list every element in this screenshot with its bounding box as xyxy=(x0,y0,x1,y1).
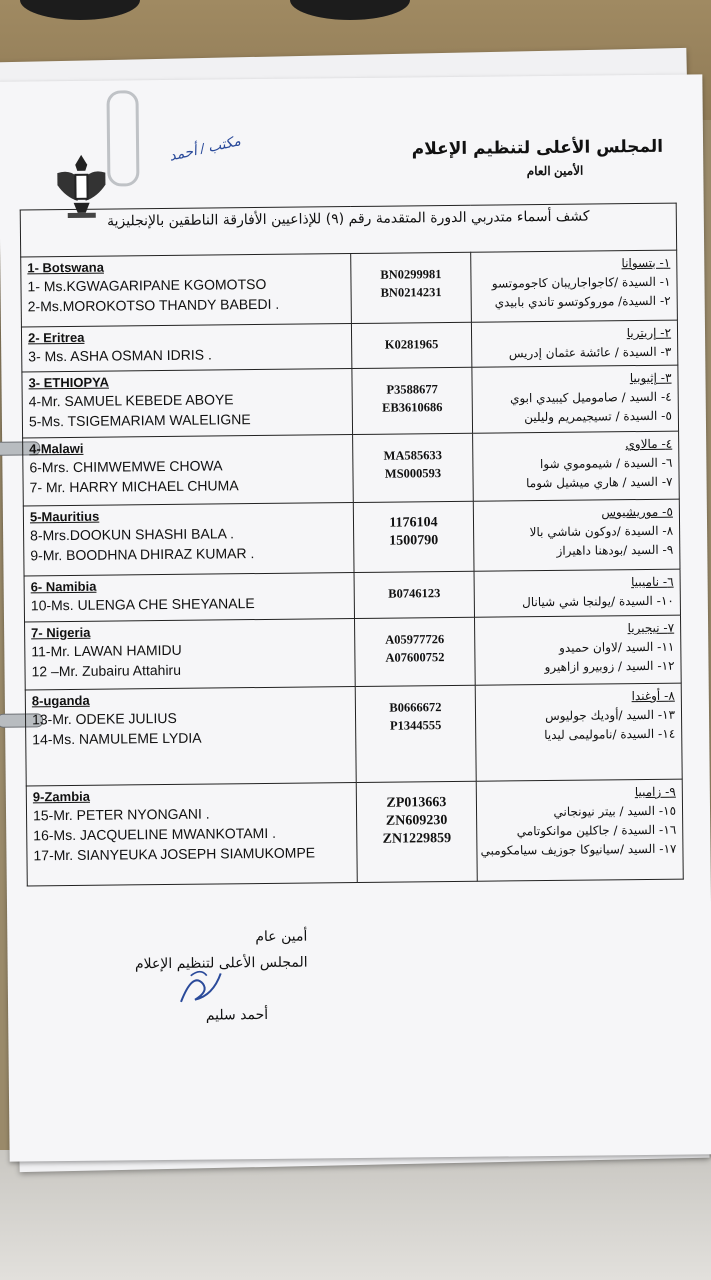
arabic-trainee-name: ٩- السيد /بودهنا داهيراز xyxy=(556,542,674,558)
passport-cell xyxy=(353,433,474,502)
passport-number: MA585633 xyxy=(383,448,443,463)
signature-line-1: أمين عام xyxy=(255,928,308,946)
passport-cell xyxy=(351,252,472,323)
passport-number: ZP013663 xyxy=(386,795,447,811)
table-row xyxy=(25,683,682,786)
passport-number: ZN609230 xyxy=(385,813,448,829)
arabic-country-label: ٢- إريتريا xyxy=(626,325,672,341)
passport-number: A07600752 xyxy=(385,650,445,665)
trainee-name: 10-Ms. ULENGA CHE SHEYANALE xyxy=(30,595,255,614)
country-label: 3- ETHIOPYA xyxy=(28,374,110,391)
passport-number: 1500790 xyxy=(389,533,439,549)
trainee-name: 1- Ms.KGWAGARIPANE KGOMOTSO xyxy=(27,275,267,295)
country-label: 7- Nigeria xyxy=(31,624,91,641)
arabic-trainee-name: ١٠- السيدة /يولنجا شي شيانال xyxy=(522,593,674,610)
trainee-name: 11-Mr. LAWAN HAMIDU xyxy=(31,641,182,660)
table-row xyxy=(26,779,683,886)
desk-object xyxy=(290,0,410,20)
english-names-cell xyxy=(21,324,351,372)
arabic-trainee-name: ٦- السيدة / شيموموي شوا xyxy=(539,455,673,472)
table-row xyxy=(25,615,682,690)
country-label: 5-Mauritius xyxy=(29,508,100,525)
arabic-names-cell xyxy=(471,320,677,367)
country-label: 9-Zambia xyxy=(32,788,91,805)
council-name: المجلس الأعلى لتنظيم الإعلام xyxy=(411,136,664,160)
table-row xyxy=(24,569,680,622)
trainee-table xyxy=(20,203,684,887)
arabic-country-label: ١- بتسوانا xyxy=(621,255,671,271)
arabic-country-label: ٦- ناميبيا xyxy=(631,574,674,590)
passport-cell xyxy=(353,501,474,572)
arabic-trainee-name: ٥- السيدة / تسيجيمريم وليلين xyxy=(524,408,672,425)
signatory-name: أحمد سليم xyxy=(205,1006,269,1024)
english-names-cell xyxy=(22,369,353,438)
passport-number: B0666672 xyxy=(389,700,442,715)
trainee-name: 16-Ms. JACQUELINE MWANKOTAMI . xyxy=(33,824,277,844)
arabic-trainee-name: ٣- السيدة / عائشة عثمان إدريس xyxy=(508,344,672,361)
english-names-cell xyxy=(25,619,356,690)
passport-number: BN0214231 xyxy=(380,285,442,300)
arabic-trainee-name: ١٢- السيد / زوبيرو ازاهيرو xyxy=(544,658,675,675)
passport-number: K0281965 xyxy=(384,337,439,352)
trainee-name: 6-Mrs. CHIMWEMWE CHOWA xyxy=(29,457,223,476)
arabic-trainee-name: ١٧- السيد /سيانيوكا جوزيف سيامكومبي xyxy=(480,841,677,858)
desk-object xyxy=(20,0,140,20)
trainee-name: 7- Mr. HARRY MICHAEL CHUMA xyxy=(29,477,239,496)
trainee-name: 14-Ms. NAMULEME LYDIA xyxy=(32,729,202,748)
secretary-general-label: الأمين العام xyxy=(526,163,584,179)
country-label: 6- Namibia xyxy=(30,578,97,595)
handwritten-note: مكتب / أحمد xyxy=(167,132,243,164)
passport-cell xyxy=(356,781,477,882)
arabic-names-cell xyxy=(473,431,680,501)
trainee-name: 4-Mr. SAMUEL KEBEDE ABOYE xyxy=(28,391,234,410)
arabic-country-label: ٣- إثيوبيا xyxy=(629,370,672,386)
arabic-names-cell xyxy=(472,365,679,433)
country-label: 4-Malawi xyxy=(29,440,84,457)
arabic-trainee-name: ٨- السيدة /دوكون شاشي بالا xyxy=(529,523,674,540)
arabic-country-label: ٥- موريشيوس xyxy=(601,504,673,520)
arabic-country-label: ٧- نيجيريا xyxy=(627,620,675,636)
passport-cell xyxy=(354,571,474,618)
table-row xyxy=(23,499,680,576)
country-label: 8-uganda xyxy=(31,692,90,709)
arabic-names-cell xyxy=(471,250,678,322)
country-label: 2- Eritrea xyxy=(27,329,85,346)
arabic-trainee-name: ١١- السيد /لاوان حميدو xyxy=(559,639,675,655)
trainee-name: 17-Mr. SIANYEUKA JOSEPH SIAMUKOMPE xyxy=(33,844,316,864)
passport-cell xyxy=(355,685,476,782)
passport-cell xyxy=(355,617,476,686)
signature-line-2: المجلس الأعلى لتنظيم الإعلام xyxy=(134,954,308,973)
passport-cell xyxy=(352,367,473,434)
passport-cell xyxy=(351,322,471,368)
table-title-row xyxy=(20,203,676,257)
passport-number: EB3610686 xyxy=(382,400,443,415)
trainee-name: 2-Ms.MOROKOTSO THANDY BABEDI . xyxy=(27,295,280,315)
arabic-trainee-name: ١٥- السيد / بيتر نيونجاني xyxy=(553,803,677,819)
english-names-cell xyxy=(21,254,352,327)
trainee-name: 8-Mrs.DOOKUN SHASHI BALA . xyxy=(30,525,235,544)
table-row xyxy=(21,250,678,327)
english-names-cell xyxy=(23,435,354,506)
passport-number: P1344555 xyxy=(389,718,442,733)
arabic-trainee-name: ١٣- السيد /أوديك جوليوس xyxy=(544,707,676,724)
arabic-country-label: ٩- زامبيا xyxy=(634,784,676,800)
arabic-names-cell xyxy=(473,499,680,571)
table-row xyxy=(23,431,680,506)
passport-number: ZN1229859 xyxy=(382,831,452,847)
trainee-name: 15-Mr. PETER NYONGANI . xyxy=(32,805,210,824)
table-title: كشف أسماء متدربي الدورة المتقدمة رقم (٩) للإذاعيين الأفارقة الناطقين بالإنجليزية xyxy=(20,203,676,257)
arabic-country-label: ٤- مالاوي xyxy=(625,436,673,452)
english-names-cell xyxy=(23,503,354,576)
english-names-cell xyxy=(26,783,357,886)
arabic-trainee-name: ١- السيدة /كاجواجاريبان كاجوموتسو xyxy=(491,274,671,291)
passport-number: A05977726 xyxy=(385,632,445,647)
arabic-names-cell xyxy=(474,615,681,685)
passport-number: 1176104 xyxy=(389,515,438,531)
passport-number: BN0299981 xyxy=(380,267,442,282)
trainee-name: 5-Ms. TSIGEMARIAM WALELIGNE xyxy=(28,411,251,430)
arabic-trainee-name: ٧- السيد / هاري ميشيل شوما xyxy=(526,474,673,491)
trainee-name: 13-Mr. ODEKE JULIUS xyxy=(31,709,177,728)
arabic-names-cell xyxy=(476,779,683,881)
arabic-trainee-name: ١٦- السيدة / جاكلين موانكوتامي xyxy=(516,822,677,839)
arabic-trainee-name: ٢- السيدة/ موروكوتسو تاندي بابيدي xyxy=(494,293,671,310)
passport-number: P3588677 xyxy=(386,382,438,397)
english-names-cell xyxy=(25,687,356,786)
arabic-trainee-name: ٤- السيد / صاموميل كيبيدي ابوي xyxy=(509,389,672,406)
signature-scribble xyxy=(173,961,229,1017)
document-page xyxy=(0,74,711,1161)
trainee-name: 3- Ms. ASHA OSMAN IDRIS . xyxy=(28,346,212,365)
english-names-cell xyxy=(24,573,354,622)
table-row xyxy=(21,320,677,372)
country-label: 1- Botswana xyxy=(27,259,104,276)
arabic-trainee-name: ١٤- السيدة /ناموليمى ليديا xyxy=(544,726,676,743)
table-row xyxy=(22,365,679,438)
trainee-name: 9-Mr. BOODHNA DHIRAZ KUMAR . xyxy=(30,545,255,564)
arabic-names-cell xyxy=(474,569,680,617)
passport-number: MS000593 xyxy=(384,466,442,481)
arabic-country-label: ٨- أوغندا xyxy=(631,688,675,704)
trainee-name: 12 –Mr. Zubairu Attahiru xyxy=(31,661,182,680)
passport-number: B0746123 xyxy=(388,586,441,601)
arabic-names-cell xyxy=(475,683,682,781)
